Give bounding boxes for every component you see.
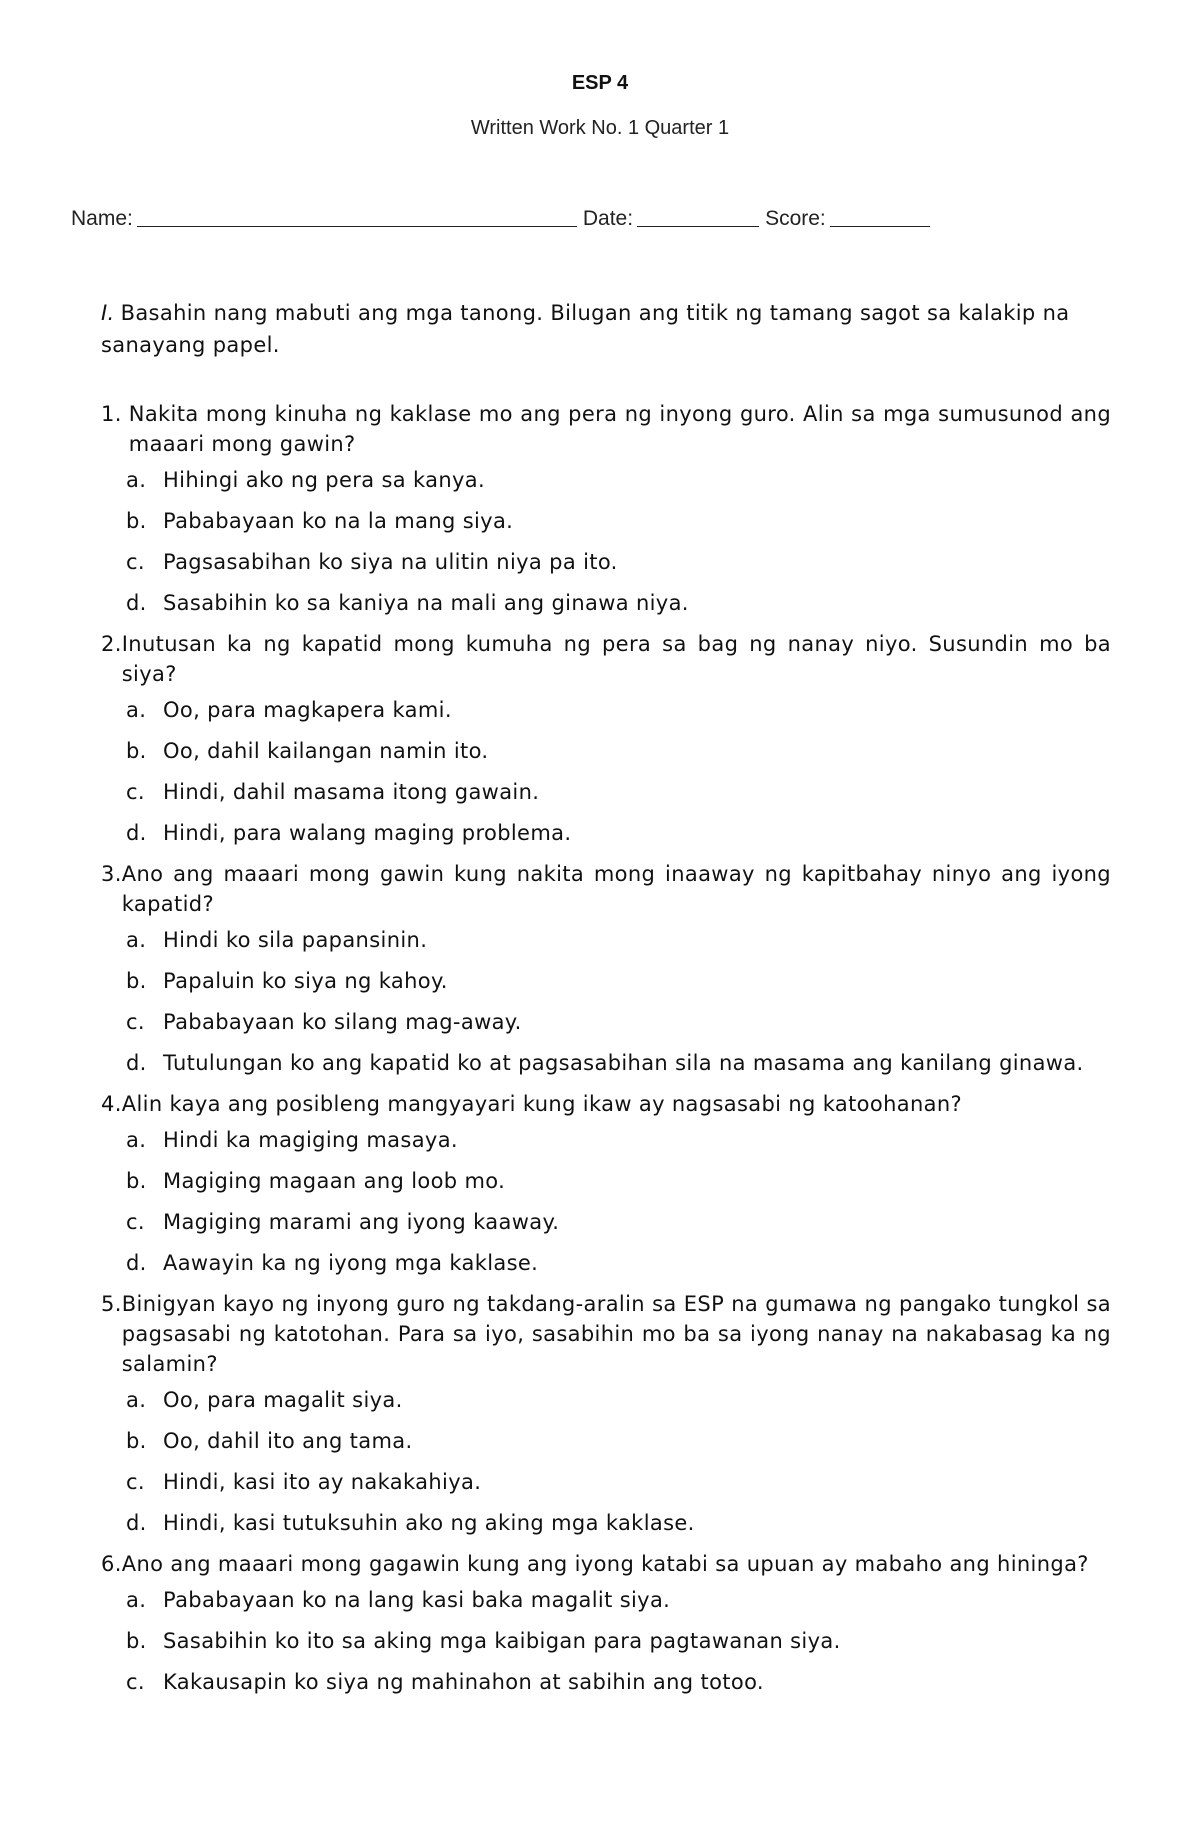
instruction-number: I. bbox=[101, 301, 115, 325]
option-text: Pagsasabihan ko siya na ulitin niya pa ito. bbox=[163, 550, 618, 574]
option-letter: d. bbox=[126, 591, 147, 615]
option-text: Hihingi ako ng pera sa kanya. bbox=[163, 468, 486, 492]
option-letter: b. bbox=[126, 969, 147, 993]
instruction bbox=[101, 297, 1121, 361]
worksheet-title: ESP 4 bbox=[571, 72, 629, 94]
option-letter: c. bbox=[126, 1210, 145, 1234]
option-text: Hindi, para walang maging problema. bbox=[163, 821, 572, 845]
option-text: Magiging marami ang iyong kaaway. bbox=[163, 1210, 560, 1234]
option-1d[interactable] bbox=[126, 588, 1111, 618]
option-text: Kakausapin ko siya ng mahinahon at sabihin ang totoo. bbox=[163, 1670, 764, 1694]
option-letter: b. bbox=[126, 1169, 147, 1193]
date-blank[interactable] bbox=[637, 208, 759, 227]
score-label: Score: bbox=[765, 207, 826, 230]
question-4 bbox=[101, 1089, 1111, 1119]
option-letter: c. bbox=[126, 1670, 145, 1694]
option-6a[interactable] bbox=[126, 1585, 1111, 1615]
option-3b[interactable] bbox=[126, 966, 1111, 996]
option-3a[interactable] bbox=[126, 925, 1111, 955]
option-text: Oo, dahil kailangan namin ito. bbox=[163, 739, 489, 763]
name-blank[interactable] bbox=[137, 208, 577, 227]
option-text: Oo, para magkapera kami. bbox=[163, 698, 452, 722]
question-list bbox=[101, 399, 1111, 1708]
option-4b[interactable] bbox=[126, 1166, 1111, 1196]
option-text: Magiging magaan ang loob mo. bbox=[163, 1169, 506, 1193]
option-text: Pababayaan ko silang mag-away. bbox=[163, 1010, 522, 1034]
option-6c[interactable] bbox=[126, 1667, 1111, 1697]
score-blank[interactable] bbox=[830, 208, 930, 227]
option-text: Hindi, kasi tutuksuhin ako ng aking mga kaklase. bbox=[163, 1511, 695, 1535]
question-text: Inutusan ka ng kapatid mong kumuha ng pera sa bag ng nanay niyo. Susundin mo ba siya? bbox=[121, 632, 1111, 686]
question-number: 3. bbox=[101, 862, 122, 886]
option-text: Aawayin ka ng iyong mga kaklase. bbox=[163, 1251, 539, 1275]
question-number: 5. bbox=[101, 1292, 122, 1316]
option-4c[interactable] bbox=[126, 1207, 1111, 1237]
option-letter: d. bbox=[126, 1251, 147, 1275]
question-6 bbox=[101, 1549, 1111, 1579]
option-letter: b. bbox=[126, 1629, 147, 1653]
option-letter: c. bbox=[126, 1470, 145, 1494]
option-text: Hindi, kasi ito ay nakakahiya. bbox=[163, 1470, 482, 1494]
option-6b[interactable] bbox=[126, 1626, 1111, 1656]
option-3c[interactable] bbox=[126, 1007, 1111, 1037]
question-2 bbox=[101, 629, 1111, 689]
question-1 bbox=[101, 399, 1111, 459]
question-5 bbox=[101, 1289, 1111, 1379]
option-text: Sasabihin ko ito sa aking mga kaibigan para pagtawanan siya. bbox=[163, 1629, 841, 1653]
option-text: Pababayaan ko na lang kasi baka magalit siya. bbox=[163, 1588, 671, 1612]
question-text: Nakita mong kinuha ng kaklase mo ang pera ng inyong guro. Alin sa mga sumusunod ang maaari mong gawin? bbox=[128, 402, 1111, 456]
option-2c[interactable] bbox=[126, 777, 1111, 807]
question-number: 1. bbox=[101, 402, 129, 426]
option-text: Papaluin ko siya ng kahoy. bbox=[163, 969, 448, 993]
option-3d[interactable] bbox=[126, 1048, 1111, 1078]
date-label: Date: bbox=[582, 207, 634, 230]
option-text: Hindi ko sila papansinin. bbox=[163, 928, 428, 952]
question-number: 6. bbox=[101, 1552, 122, 1576]
option-5b[interactable] bbox=[126, 1426, 1111, 1456]
option-letter: c. bbox=[126, 550, 145, 574]
option-letter: b. bbox=[126, 509, 147, 533]
option-2b[interactable] bbox=[126, 736, 1111, 766]
option-letter: a. bbox=[126, 1388, 147, 1412]
option-text: Sasabihin ko sa kaniya na mali ang ginawa niya. bbox=[163, 591, 689, 615]
question-text: Alin kaya ang posibleng mangyayari kung ikaw ay nagsasabi ng katoohanan? bbox=[121, 1092, 962, 1116]
option-4a[interactable] bbox=[126, 1125, 1111, 1155]
option-5a[interactable] bbox=[126, 1385, 1111, 1415]
option-text: Hindi ka magiging masaya. bbox=[163, 1128, 458, 1152]
option-letter: a. bbox=[126, 928, 147, 952]
question-3 bbox=[101, 859, 1111, 919]
option-letter: b. bbox=[126, 739, 147, 763]
option-letter: a. bbox=[126, 698, 147, 722]
worksheet-subtitle: Written Work No. 1 Quarter 1 bbox=[470, 117, 730, 139]
question-text: Binigyan kayo ng inyong guro ng takdang-aralin sa ESP na gumawa ng pangako tungkol sa pagsasabi ng katotohan. Para sa iyo, sasabihin mo ba sa iyong nanay na nakabasag ka ng salamin? bbox=[121, 1292, 1111, 1376]
option-letter: a. bbox=[126, 1588, 147, 1612]
option-5c[interactable] bbox=[126, 1467, 1111, 1497]
option-letter: d. bbox=[126, 1051, 147, 1075]
student-info-row bbox=[71, 207, 1131, 231]
question-text: Ano ang maaari mong gagawin kung ang iyong katabi sa upuan ay mabaho ang hininga? bbox=[121, 1552, 1089, 1576]
option-2d[interactable] bbox=[126, 818, 1111, 848]
option-5d[interactable] bbox=[126, 1508, 1111, 1538]
option-text: Pababayaan ko na la mang siya. bbox=[163, 509, 514, 533]
option-letter: b. bbox=[126, 1429, 147, 1453]
option-text: Oo, dahil ito ang tama. bbox=[163, 1429, 413, 1453]
option-1c[interactable] bbox=[126, 547, 1111, 577]
option-letter: d. bbox=[126, 821, 147, 845]
option-4d[interactable] bbox=[126, 1248, 1111, 1278]
name-label: Name: bbox=[71, 207, 133, 230]
option-text: Tutulungan ko ang kapatid ko at pagsasabihan sila na masama ang kanilang ginawa. bbox=[163, 1051, 1084, 1075]
option-letter: c. bbox=[126, 1010, 145, 1034]
question-number: 4. bbox=[101, 1092, 122, 1116]
option-1a[interactable] bbox=[126, 465, 1111, 495]
option-letter: a. bbox=[126, 468, 147, 492]
instruction-text: Basahin nang mabuti ang mga tanong. Bilugan ang titik ng tamang sagot sa kalakip na sanayang papel. bbox=[101, 301, 1070, 357]
option-letter: c. bbox=[126, 780, 145, 804]
option-text: Hindi, dahil masama itong gawain. bbox=[163, 780, 540, 804]
question-number: 2. bbox=[101, 632, 122, 656]
question-text: Ano ang maaari mong gawin kung nakita mong inaaway ng kapitbahay ninyo ang iyong kapatid? bbox=[121, 862, 1111, 916]
option-letter: d. bbox=[126, 1511, 147, 1535]
option-2a[interactable] bbox=[126, 695, 1111, 725]
option-1b[interactable] bbox=[126, 506, 1111, 536]
option-letter: a. bbox=[126, 1128, 147, 1152]
option-text: Oo, para magalit siya. bbox=[163, 1388, 403, 1412]
